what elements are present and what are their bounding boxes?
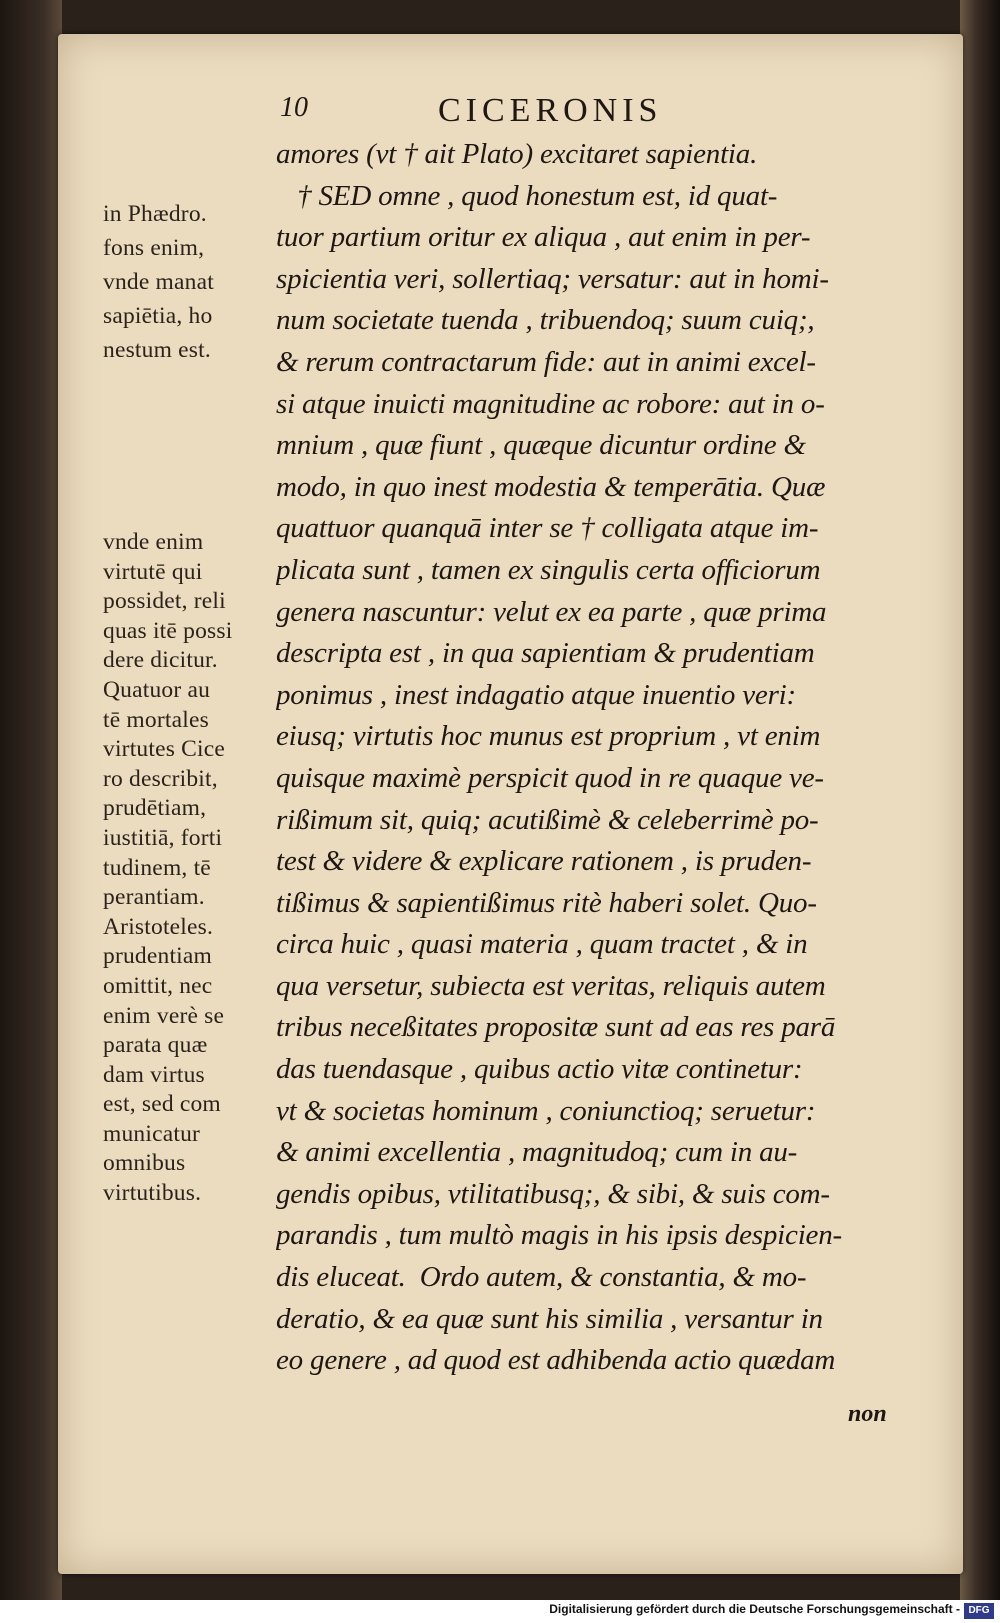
margin-note-line: enim verè se [103, 1002, 225, 1029]
text-line: eo genere , ad quod est adhibenda actio quædam [276, 1344, 836, 1377]
margin-note-line: vnde manat [103, 269, 214, 295]
margin-note-line: virtutē qui [103, 558, 203, 585]
text-line: ponimus , inest indagatio atque inuentio veri: [276, 678, 796, 711]
margin-note-line: sapiētia, ho [103, 303, 213, 329]
scan-background-left [0, 0, 62, 1600]
margin-note-line: omnibus [103, 1150, 186, 1177]
text-line: † SED omne , quod honestum est, id quat- [276, 179, 778, 212]
margin-note-line: municatur [103, 1120, 201, 1147]
margin-note-line: est, sed com [103, 1091, 221, 1118]
running-head [58, 92, 963, 132]
main-text-block [276, 134, 966, 1382]
text-line: eiusq; virtutis hoc munus est proprium , vt enim [276, 720, 821, 753]
margin-note-line: dam virtus [103, 1061, 205, 1088]
margin-note-line: virtutes Cice [103, 736, 226, 763]
margin-note-line: quas itē possi [103, 617, 233, 644]
text-line: rißimum sit, quiq; acutißimè & celeberrimè po- [276, 803, 819, 836]
page-number: 10 [280, 92, 308, 123]
text-line: quattuor quanquā inter se † colligata atque im- [276, 512, 819, 545]
text-line: tuor partium oritur ex aliqua , aut enim in per- [276, 221, 811, 254]
text-line: plicata sunt , tamen ex singulis certa officiorum [276, 553, 821, 586]
footer-credit: Digitalisierung gefördert durch die Deutsche Forschungsgemeinschaft - [549, 1602, 960, 1616]
margin-note-line: Quatuor au [103, 676, 211, 703]
text-line: tribus neceßitates propositæ sunt ad eas res parā [276, 1011, 836, 1044]
text-line: tißimus & sapientißimus ritè haberi solet. Quo- [276, 886, 817, 919]
margin-note-line: dere dicitur. [103, 647, 218, 674]
scan-background-right [960, 0, 1000, 1600]
text-line: genera nascuntur: velut ex ea parte , quæ prima [276, 595, 827, 628]
margin-note-line: perantiam. [103, 884, 205, 911]
text-line: dis eluceat. Ordo autem, & constantia, & mo- [276, 1261, 807, 1294]
text-line: descripta est , in qua sapientiam & prudentiam [276, 637, 815, 670]
text-line: num societate tuenda , tribuendoq; suum cuiq;, [276, 304, 815, 337]
margin-note-line: ro describit, [103, 765, 218, 792]
margin-note-line: prudentiam [103, 943, 213, 970]
text-line: amores (vt † ait Plato) excitaret sapientia. [276, 138, 758, 170]
text-line: qua versetur, subiecta est veritas, reliquis autem [276, 969, 826, 1002]
dfg-logo: DFG [964, 1603, 994, 1619]
margin-note-line: possidet, reli [103, 588, 226, 615]
text-line: mnium , quæ fiunt , quæque dicuntur ordine & [276, 429, 806, 462]
margin-note-line: vnde enim [103, 529, 204, 555]
margin-note-line: in Phædro. [103, 201, 207, 227]
margin-note-line: fons enim, [103, 235, 205, 261]
margin-note-line: tudinem, tē [103, 854, 211, 881]
text-line: si atque inuicti magnitudine ac robore: aut in o- [276, 387, 825, 420]
margin-note-line: parata quæ [103, 1032, 208, 1059]
margin-note-line: virtutibus. [103, 1180, 202, 1207]
text-line: & animi excellentia , magnitudoq; cum in au- [276, 1136, 798, 1169]
margin-note-line: Aristoteles. [103, 913, 214, 940]
text-line: quisque maximè perspicit quod in re quaque ve- [276, 761, 824, 794]
text-line: modo, in quo inest modestia & temperātia. Quæ [276, 470, 826, 503]
book-page [58, 34, 963, 1574]
catchword: non [848, 1401, 887, 1427]
text-line: gendis opibus, vtilitatibusq;, & sibi, & suis com- [276, 1177, 830, 1210]
running-title: CICERONIS [438, 92, 663, 129]
margin-note-line: omittit, nec [103, 972, 213, 999]
margin-note-line: iustitiā, forti [103, 824, 223, 851]
margin-note-line: prudētiam, [103, 795, 207, 822]
text-line: vt & societas hominum , coniunctioq; seruetur: [276, 1094, 816, 1127]
text-line: & rerum contractarum fide: aut in animi excel- [276, 345, 816, 378]
text-line: parandis , tum multò magis in his ipsis despicien- [276, 1219, 842, 1252]
text-line: deratio, & ea quæ sunt his similia , versantur in [276, 1302, 823, 1335]
text-line: spicientia veri, sollertiaq; versatur: aut in homi- [276, 262, 829, 295]
footer-bar [0, 1600, 1000, 1623]
margin-note-line: tē mortales [103, 706, 209, 733]
margin-note-phaedro [103, 201, 278, 371]
margin-note-virtues [103, 529, 278, 1210]
text-line: das tuendasque , quibus actio vitæ continetur: [276, 1053, 803, 1086]
text-line: circa huic , quasi materia , quam tractet , & in [276, 928, 808, 961]
margin-note-line: nestum est. [103, 337, 211, 363]
text-line: test & videre & explicare rationem , is pruden- [276, 845, 812, 878]
